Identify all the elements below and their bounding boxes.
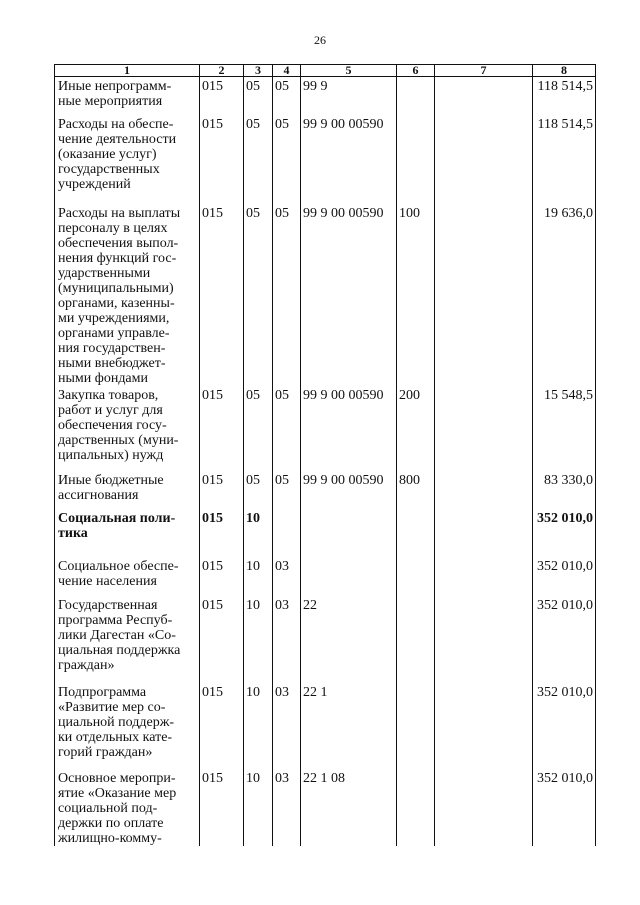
column-7-cell: [435, 77, 533, 115]
column-7-cell: [435, 509, 533, 557]
column-7-cell: [435, 557, 533, 596]
subsection-code-cell: [273, 509, 301, 557]
column-7-cell: [435, 596, 533, 683]
expense-type-cell: [397, 769, 435, 846]
chapter-code-cell: 015: [200, 509, 244, 557]
chapter-code-cell: 015: [200, 769, 244, 846]
amount-cell: 15 548,5: [533, 386, 596, 471]
amount-cell: 83 330,0: [533, 471, 596, 509]
amount-cell: 352 010,0: [533, 769, 596, 846]
table-row: [55, 471, 596, 509]
column-header-4: 4: [273, 65, 301, 77]
table-row: [55, 509, 596, 557]
chapter-code-cell: 015: [200, 471, 244, 509]
column-header-3: 3: [244, 65, 273, 77]
table-row: [55, 77, 596, 115]
column-7-cell: [435, 115, 533, 204]
expense-type-cell: [397, 596, 435, 683]
column-header-8: 8: [533, 65, 596, 77]
row-name-cell: Иные бюджетные ассигнования: [55, 471, 200, 509]
table-row: [55, 557, 596, 596]
target-article-cell: 99 9 00 00590: [301, 471, 397, 509]
column-7-cell: [435, 769, 533, 846]
row-name-cell: Расходы на обеспе- чение деятельности (оказание услуг) государственных учреждений: [55, 115, 200, 204]
target-article-cell: 99 9 00 00590: [301, 115, 397, 204]
subsection-code-cell: 05: [273, 115, 301, 204]
subsection-code-cell: 03: [273, 557, 301, 596]
amount-cell: 352 010,0: [533, 683, 596, 769]
section-code-cell: 05: [244, 386, 273, 471]
row-name-cell: Подпрограмма «Развитие мер со- циальной поддерж- ки отдельных кате- горий граждан»: [55, 683, 200, 769]
section-code-cell: 10: [244, 509, 273, 557]
section-code-cell: 05: [244, 115, 273, 204]
amount-cell: 19 636,0: [533, 204, 596, 386]
column-header-1: 1: [55, 65, 200, 77]
table-row: [55, 683, 596, 769]
section-code-cell: 10: [244, 683, 273, 769]
page-number: 26: [314, 33, 326, 47]
chapter-code-cell: 015: [200, 115, 244, 204]
row-name-cell: Социальная поли- тика: [55, 509, 200, 557]
column-7-cell: [435, 386, 533, 471]
amount-cell: 118 514,5: [533, 77, 596, 115]
table-row: [55, 204, 596, 386]
subsection-code-cell: 05: [273, 386, 301, 471]
chapter-code-cell: 015: [200, 683, 244, 769]
amount-cell: 352 010,0: [533, 509, 596, 557]
section-code-cell: 05: [244, 204, 273, 386]
target-article-cell: 22 1: [301, 683, 397, 769]
row-name-cell: Закупка товаров, работ и услуг для обеспечения госу- дарственных (муни- ципальных) нужд: [55, 386, 200, 471]
column-7-cell: [435, 683, 533, 769]
expense-type-cell: 100: [397, 204, 435, 386]
chapter-code-cell: 015: [200, 557, 244, 596]
subsection-code-cell: 03: [273, 769, 301, 846]
row-name-cell: Иные непрограмм- ные мероприятия: [55, 77, 200, 115]
row-name-cell: Государственная программа Респуб- лики Дагестан «Со- циальная поддержка граждан»: [55, 596, 200, 683]
column-7-cell: [435, 204, 533, 386]
subsection-code-cell: 03: [273, 683, 301, 769]
target-article-cell: 99 9 00 00590: [301, 386, 397, 471]
expense-type-cell: [397, 557, 435, 596]
amount-cell: 118 514,5: [533, 115, 596, 204]
amount-cell: 352 010,0: [533, 557, 596, 596]
target-article-cell: 99 9 00 00590: [301, 204, 397, 386]
target-article-cell: [301, 509, 397, 557]
chapter-code-cell: 015: [200, 386, 244, 471]
row-name-cell: Социальное обеспе- чение населения: [55, 557, 200, 596]
expense-type-cell: [397, 683, 435, 769]
target-article-cell: 99 9: [301, 77, 397, 115]
column-header-2: 2: [200, 65, 244, 77]
expense-type-cell: 200: [397, 386, 435, 471]
amount-cell: 352 010,0: [533, 596, 596, 683]
chapter-code-cell: 015: [200, 596, 244, 683]
subsection-code-cell: 05: [273, 77, 301, 115]
target-article-cell: 22 1 08: [301, 769, 397, 846]
section-code-cell: 05: [244, 77, 273, 115]
column-header-5: 5: [301, 65, 397, 77]
row-name-cell: Основное меропри- ятие «Оказание мер социальной под- держки по оплате жилищно-комму-: [55, 769, 200, 846]
table-row: [55, 769, 596, 846]
subsection-code-cell: 05: [273, 471, 301, 509]
section-code-cell: 10: [244, 557, 273, 596]
column-header-7: 7: [435, 65, 533, 77]
table-row: [55, 115, 596, 204]
expense-type-cell: 800: [397, 471, 435, 509]
expense-type-cell: [397, 115, 435, 204]
section-code-cell: 05: [244, 471, 273, 509]
section-code-cell: 10: [244, 769, 273, 846]
column-7-cell: [435, 471, 533, 509]
subsection-code-cell: 05: [273, 204, 301, 386]
budget-table: [54, 64, 596, 846]
row-name-cell: Расходы на выплаты персоналу в целях обеспечения выпол- нения функций гос- ударственными (муниципальными) органами, казенны- ми учреждениями, органами управле- ния государствен- ными внебюджет- ными фондами: [55, 204, 200, 386]
subsection-code-cell: 03: [273, 596, 301, 683]
target-article-cell: [301, 557, 397, 596]
table-row: [55, 596, 596, 683]
section-code-cell: 10: [244, 596, 273, 683]
chapter-code-cell: 015: [200, 204, 244, 386]
table-row: [55, 386, 596, 471]
column-header-6: 6: [397, 65, 435, 77]
expense-type-cell: [397, 509, 435, 557]
chapter-code-cell: 015: [200, 77, 244, 115]
target-article-cell: 22: [301, 596, 397, 683]
header-row: [55, 65, 596, 77]
expense-type-cell: [397, 77, 435, 115]
